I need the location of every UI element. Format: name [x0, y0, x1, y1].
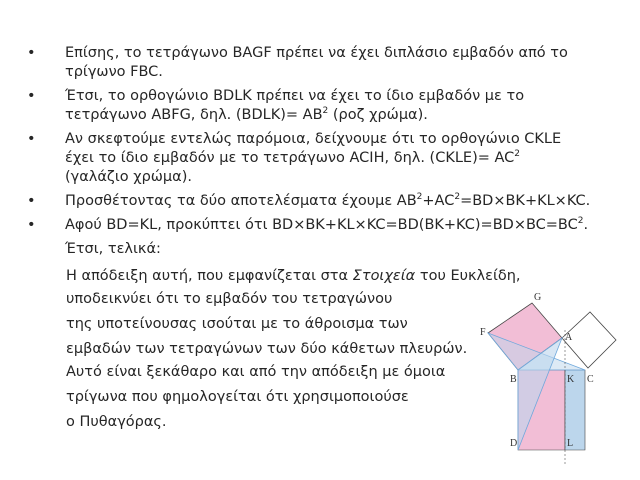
text-part: +AC [422, 193, 455, 209]
paragraph-line: τρίγωνα που φημολογείται ότι χρησιμοποιούσε [66, 389, 409, 405]
paragraph-line [66, 267, 526, 286]
label-g: G [534, 292, 542, 303]
paragraph-line: εμβαδών των τετραγώνων των δύο κάθετων πλευρών. [66, 341, 468, 357]
label-k: K [567, 374, 575, 385]
paragraph-line: της υποτείνουσας ισούται με το άθροισμα των [66, 316, 408, 332]
bullet-dot: • [27, 217, 36, 233]
superscript: 2 [454, 192, 461, 203]
label-a: A [565, 332, 573, 343]
text-part: Αφού BD=KL, προκύπτει ότι BD×BK+KL×KC=BD(BK+KC)=BD×BC=BC [65, 217, 578, 233]
superscript: 2 [577, 216, 584, 227]
bullet-text [65, 192, 627, 211]
bullet-item [27, 192, 627, 211]
bullet-dot: • [27, 45, 36, 61]
bullet-item [27, 130, 627, 187]
paragraph-line: ο Πυθαγόρας. [66, 414, 167, 430]
bullet-text: (γαλάζιο χρώμα). [65, 169, 192, 185]
text-part: τετράγωνο ABFG, δηλ. (BDLK)= AB [65, 107, 323, 123]
bullet-item [27, 87, 627, 125]
bullet-dot: • [27, 88, 36, 104]
bullet-dot: • [27, 193, 36, 209]
label-f: F [480, 327, 486, 338]
bullet-text: Αν σκεφτούμε εντελώς παρόμοια, δείχνουμε ότι το ορθογώνιο CKLE [65, 131, 562, 147]
text-part: Η απόδειξη αυτή, που εμφανίζεται στα [66, 268, 353, 284]
paragraph-line: Αυτό είναι ξεκάθαρο και από την απόδειξη με όμοια [66, 364, 446, 380]
emphasis-text: Στοιχεία [352, 268, 416, 284]
bullet-text [65, 149, 627, 168]
label-d: D [510, 438, 518, 449]
text-part: (ροζ χρώμα). [328, 107, 428, 123]
text-part: του Ευκλείδη, [415, 268, 521, 284]
bullet-text: Επίσης, το τετράγωνο BAGF πρέπει να έχει διπλάσιο εμβαδόν από το [65, 45, 568, 61]
bullet-item [27, 216, 627, 235]
bullet-text [65, 106, 627, 125]
bullet-text: Έτσι, το ορθογώνιο BDLK πρέπει να έχει το ίδιο εμβαδόν με το [65, 88, 525, 104]
pythagoras-figure [480, 290, 620, 470]
label-l: L [567, 438, 574, 449]
text-part: . [583, 217, 589, 233]
text-part: έχει το ίδιο εμβαδόν με το τετράγωνο ACIH, δηλ. (CKLE)= AC [65, 150, 515, 166]
superscript: 2 [416, 192, 423, 203]
paragraph-line: υποδεικνύει ότι το εμβαδόν του τετραγώνου [66, 291, 393, 307]
bullet-item [27, 44, 627, 82]
bullet-text [65, 216, 627, 235]
bullet-list [27, 44, 627, 265]
bullet-dot: • [27, 131, 36, 147]
label-b: B [510, 374, 517, 385]
superscript: 2 [322, 106, 329, 117]
conclusion-paragraph [21, 267, 526, 436]
bullet-text: τρίγωνο FBC. [65, 64, 163, 80]
text-part: Προσθέτοντας τα δύο αποτελέσματα έχουμε AB [65, 193, 417, 209]
conclusion-label: Έτσι, τελικά: [65, 241, 161, 257]
superscript: 2 [514, 149, 521, 160]
text-part: =BD×BK+KL×KC. [460, 193, 591, 209]
label-c: C [587, 374, 594, 385]
